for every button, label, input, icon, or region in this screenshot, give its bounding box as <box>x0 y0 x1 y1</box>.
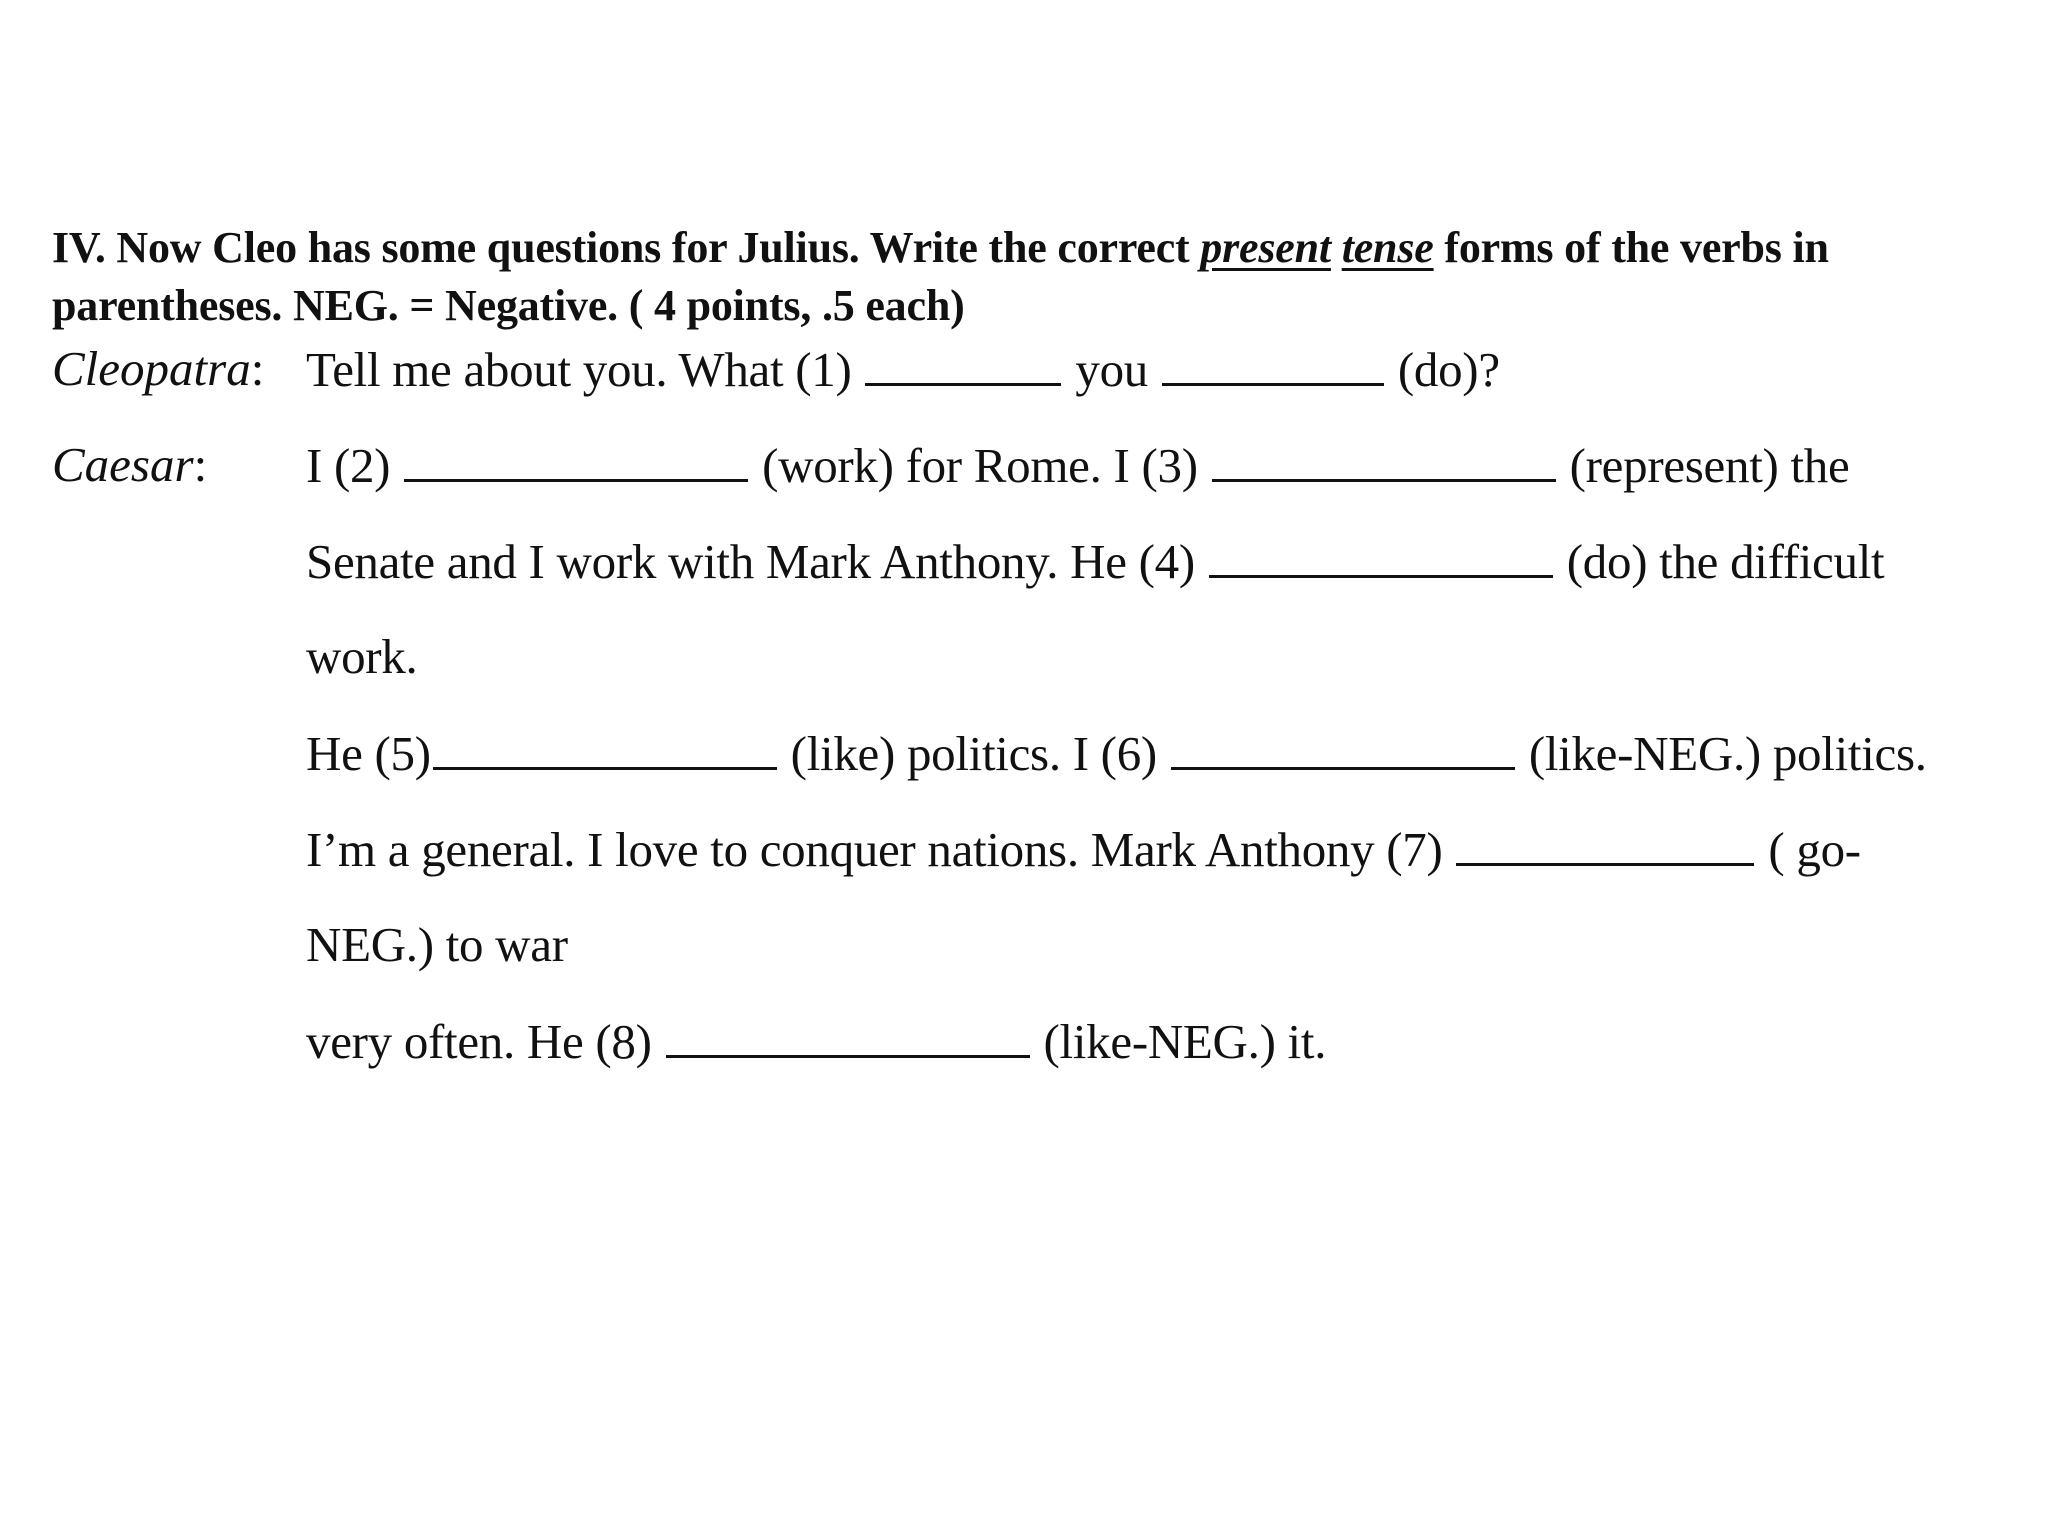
speaker-cleopatra <box>52 339 264 399</box>
dialogue-line-1 <box>306 339 1500 400</box>
line-8-text-b: (like-NEG.) it. <box>1031 1014 1327 1069</box>
emphasis-present: present <box>1200 223 1331 272</box>
speaker-colon: : <box>193 437 208 492</box>
dialogue-line-2 <box>306 435 1849 496</box>
answer-blank-2[interactable] <box>404 435 748 482</box>
line-6-text-b: ( go- <box>1756 822 1861 877</box>
answer-blank-7[interactable] <box>1456 819 1754 866</box>
answer-blank-6[interactable] <box>1171 723 1515 770</box>
dialogue-line-7 <box>306 915 568 975</box>
answer-blank-3[interactable] <box>1212 435 1556 482</box>
answer-blank-4[interactable] <box>1209 531 1553 578</box>
instructions-text-start: IV. Now Cleo has some questions for Julius. Write the correct <box>52 223 1201 272</box>
line-3-text-b: (do) the difficult <box>1554 534 1885 589</box>
line-5-text-c: (like-NEG.) politics. <box>1516 726 1927 781</box>
line-6-text-a: I’m a general. I love to conquer nations. Mark Anthony (7) <box>306 822 1455 877</box>
speaker-caesar <box>52 435 207 495</box>
line-7-text: NEG.) to war <box>306 917 568 972</box>
dialogue-line-8 <box>306 1011 1326 1072</box>
exercise-instructions <box>52 219 2012 335</box>
line-1-text-a: Tell me about you. What (1) <box>306 342 864 397</box>
dialogue-line-4 <box>306 627 417 687</box>
answer-blank-1a[interactable] <box>865 339 1061 386</box>
dialogue-line-5 <box>306 723 1927 784</box>
line-5-text-a: He (5) <box>306 726 431 781</box>
speaker-name-cleopatra: Cleopatra <box>52 341 251 396</box>
line-3-text-a: Senate and I work with Mark Anthony. He (4) <box>306 534 1207 589</box>
answer-blank-5[interactable] <box>433 723 777 770</box>
line-2-text-c: (represent) the <box>1557 438 1850 493</box>
emphasis-tense: tense <box>1341 223 1434 272</box>
speaker-colon: : <box>250 341 265 396</box>
line-2-text-a: I (2) <box>306 438 403 493</box>
answer-blank-8[interactable] <box>666 1011 1030 1058</box>
line-8-text-a: very often. He (8) <box>306 1014 664 1069</box>
line-2-text-b: (work) for Rome. I (3) <box>750 438 1210 493</box>
line-4-text: work. <box>306 629 418 684</box>
line-1-text-c: (do)? <box>1385 342 1500 397</box>
dialogue-line-3 <box>306 531 1884 592</box>
answer-blank-1b[interactable] <box>1162 339 1384 386</box>
speaker-name-caesar: Caesar <box>52 437 194 492</box>
line-5-text-b: (like) politics. I (6) <box>778 726 1169 781</box>
line-1-text-b: you <box>1063 342 1160 397</box>
dialogue-line-6 <box>306 819 1861 880</box>
instructions-text-end: forms of the verbs in parentheses. NEG. = Negative. ( 4 points, .5 each) <box>52 223 1829 330</box>
